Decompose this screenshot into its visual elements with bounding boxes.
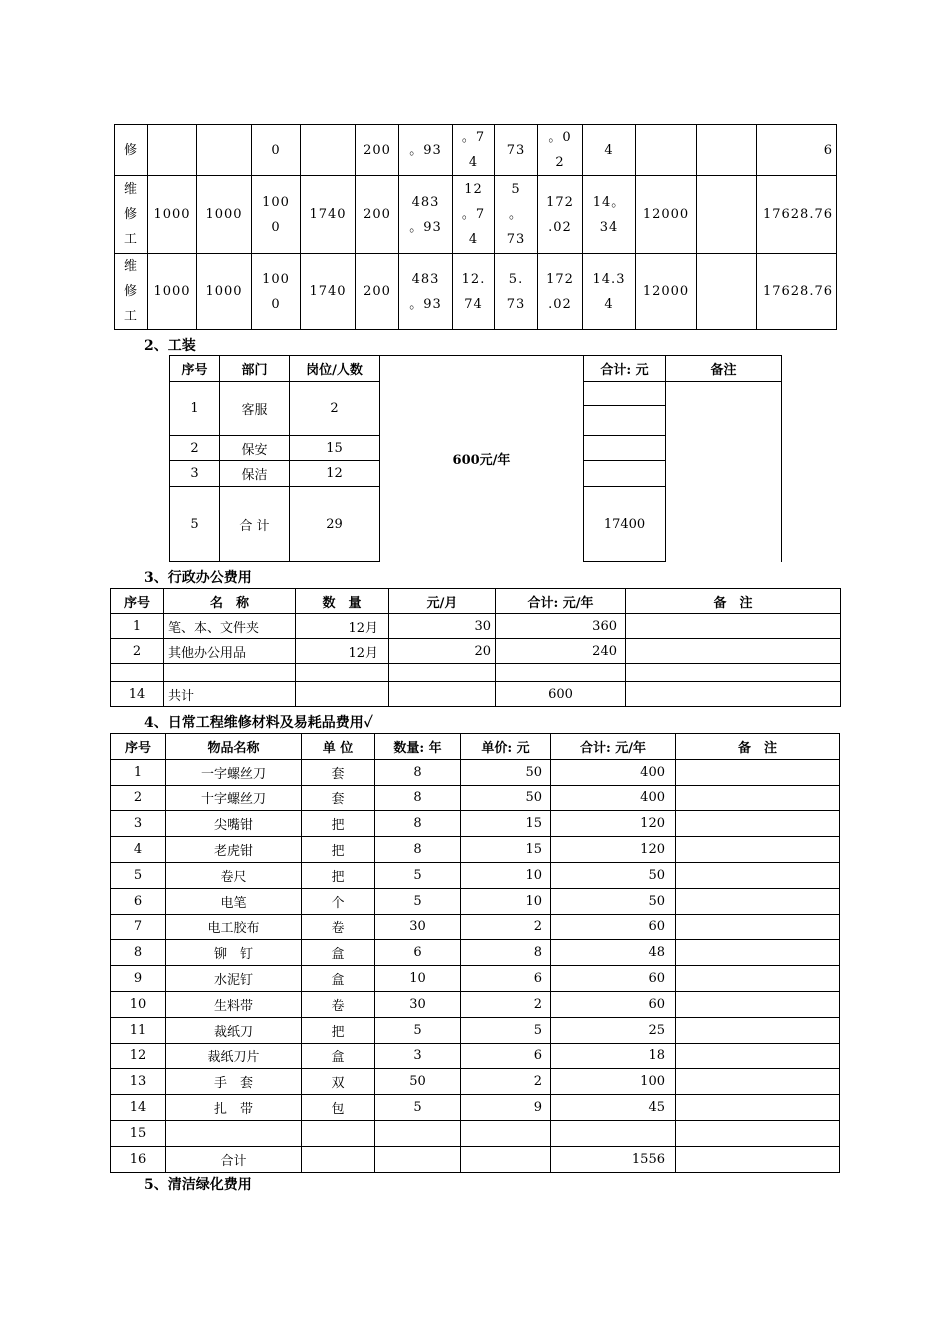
material-cell: 5 [375,888,461,914]
material-header-cell: 数量: 年 [375,734,461,760]
material-cell: 13 [111,1069,166,1095]
uniform-note-cell [666,382,782,562]
material-cell: 卷 [302,914,375,940]
material-cell [676,1146,840,1172]
staff-cell [697,125,757,176]
office-header-cell: 元/月 [389,589,496,614]
office-cell: 30 [389,614,496,639]
material-cell [676,1043,840,1069]
staff-cell: 1740 [301,176,356,254]
uniform-header-no: 序号 [170,356,220,382]
material-cell: 60 [551,914,676,940]
material-cell: 5 [375,862,461,888]
material-cell: 18 [551,1043,676,1069]
uniform-no: 1 [170,382,220,436]
material-cell: 30 [375,991,461,1017]
material-row [111,1146,840,1172]
material-cell: 8 [111,940,166,966]
material-cell: 5 [111,862,166,888]
material-cell: 8 [375,759,461,785]
material-cell: 45 [551,1095,676,1121]
office-cell: 240 [496,639,626,664]
material-cell: 50 [551,862,676,888]
uniform-dept: 保安 [220,436,290,461]
staff-cell: 172 .02 [538,254,583,330]
office-cell: 12月 [296,614,389,639]
material-cell [676,914,840,940]
material-row [111,811,840,837]
staff-cell [301,125,356,176]
material-cell: 8 [375,837,461,863]
staff-cell: 200 [356,125,399,176]
material-cell: 10 [461,888,551,914]
section-4-title: 4、日常工程维修材料及易耗品费用✓ [144,715,373,731]
material-cell: 个 [302,888,375,914]
staff-cell: 修 [115,125,148,176]
material-cell: 裁纸刀片 [166,1043,302,1069]
staff-cell: 5. 73 [495,254,538,330]
office-header-cell: 名 称 [164,589,296,614]
staff-cell: 1740 [301,254,356,330]
material-row [111,991,840,1017]
section-5-title: 5、清洁绿化费用 [144,1177,252,1193]
staff-cell: 17628.76 [757,176,837,254]
material-cell: 12 [111,1043,166,1069]
uniform-total-cell [584,461,666,487]
staff-cell: 维 修 工 [115,176,148,254]
material-cell: 套 [302,785,375,811]
material-cell: 120 [551,811,676,837]
material-cell: 3 [111,811,166,837]
uniform-count: 29 [290,487,380,562]
material-cell: 8 [461,940,551,966]
staff-cell: 5 。 73 [495,176,538,254]
material-cell: 生料带 [166,991,302,1017]
material-cell: 裁纸刀 [166,1017,302,1043]
office-cell: 14 [111,682,164,707]
material-header-cell: 单价: 元 [461,734,551,760]
material-cell: 6 [111,888,166,914]
office-cell: 20 [389,639,496,664]
material-cell: 把 [302,862,375,888]
material-cell: 7 [111,914,166,940]
material-cell [461,1120,551,1146]
office-cell: 共计 [164,682,296,707]
material-cell: 盒 [302,940,375,966]
material-cell [676,888,840,914]
office-cell: 12月 [296,639,389,664]
material-cell [375,1120,461,1146]
office-cell [626,682,841,707]
material-cell: 8 [375,785,461,811]
uniform-total-cell [584,382,666,406]
uniform-dept: 合 计 [220,487,290,562]
section-3-title: 3、行政办公费用 [144,570,252,586]
staff-cell: 0 [252,125,301,176]
office-cell: 2 [111,639,164,664]
material-cell [676,785,840,811]
material-cell: 50 [461,759,551,785]
material-cell: 5 [461,1017,551,1043]
material-cell: 铆 钉 [166,940,302,966]
staff-cell: 100 0 [252,254,301,330]
material-cell: 水泥钉 [166,966,302,992]
material-row [111,940,840,966]
material-cell: 卷尺 [166,862,302,888]
uniform-header-post: 岗位/人数 [290,356,380,382]
material-row [111,888,840,914]
office-cell: 其他办公用品 [164,639,296,664]
maintenance-material-table [110,733,840,1173]
office-header-cell: 合计: 元/年 [496,589,626,614]
material-cell [676,991,840,1017]
office-header-cell: 备 注 [626,589,841,614]
office-cell [626,614,841,639]
material-cell: 十字螺丝刀 [166,785,302,811]
material-cell [676,940,840,966]
office-cell [164,664,296,682]
material-cell: 合计 [166,1146,302,1172]
uniform-count: 2 [290,382,380,436]
staff-cell [636,125,697,176]
material-cell [676,862,840,888]
material-cell: 2 [111,785,166,811]
staff-cell: 12. 74 [453,254,495,330]
office-cell [296,664,389,682]
material-cell: 50 [375,1069,461,1095]
material-row [111,1069,840,1095]
office-cell: 1 [111,614,164,639]
material-cell: 10 [461,862,551,888]
office-cell [626,664,841,682]
material-row [111,1120,840,1146]
uniform-header-total: 合计: 元 [584,356,666,382]
staff-cell: 12 。7 4 [453,176,495,254]
material-cell: 50 [461,785,551,811]
material-cell: 4 [111,837,166,863]
material-cell: 30 [375,914,461,940]
material-row [111,785,840,811]
material-cell [375,1146,461,1172]
staff-cell: 维 修 工 [115,254,148,330]
staff-cell: 14.3 4 [583,254,636,330]
material-cell: 60 [551,991,676,1017]
staff-cell: 1000 [148,254,197,330]
material-cell: 卷 [302,991,375,1017]
uniform-price: 600元/年 [380,356,584,562]
material-cell: 一字螺丝刀 [166,759,302,785]
material-cell [676,1095,840,1121]
office-row [111,682,841,707]
office-cell [496,664,626,682]
material-cell [676,759,840,785]
material-cell: 60 [551,966,676,992]
material-cell: 电工胶布 [166,914,302,940]
material-cell: 套 [302,759,375,785]
uniform-count: 15 [290,436,380,461]
office-cell: 笔、本、文件夹 [164,614,296,639]
material-cell: 6 [461,1043,551,1069]
office-cell: 360 [496,614,626,639]
material-cell: 电笔 [166,888,302,914]
material-cell [676,1069,840,1095]
uniform-no: 5 [170,487,220,562]
material-cell: 120 [551,837,676,863]
staff-cell [148,125,197,176]
material-cell: 25 [551,1017,676,1043]
material-cell: 9 [461,1095,551,1121]
staff-cell: 100 0 [252,176,301,254]
material-cell: 48 [551,940,676,966]
office-row [111,664,841,682]
material-row [111,1095,840,1121]
material-cell: 2 [461,991,551,1017]
uniform-dept: 客服 [220,382,290,436]
material-row [111,1043,840,1069]
staff-cell: 6 [757,125,837,176]
material-cell [166,1120,302,1146]
uniform-header-note: 备注 [666,356,782,382]
material-cell [551,1120,676,1146]
material-cell: 50 [551,888,676,914]
office-cell [626,639,841,664]
material-cell: 包 [302,1095,375,1121]
staff-cell: 1000 [197,254,252,330]
material-cell [676,1017,840,1043]
staff-cell [197,125,252,176]
material-cell: 把 [302,1017,375,1043]
uniform-sum: 17400 [584,487,666,562]
material-cell: 6 [461,966,551,992]
staff-cell: 17628.76 [757,254,837,330]
uniform-count: 12 [290,461,380,487]
material-cell: 5 [375,1095,461,1121]
material-cell [676,1120,840,1146]
material-cell: 8 [375,811,461,837]
uniform-total-cell [584,406,666,436]
office-row [111,639,841,664]
material-row [111,1017,840,1043]
uniform-total-cell [584,436,666,461]
material-cell: 扎 带 [166,1095,302,1121]
material-cell: 盒 [302,1043,375,1069]
office-cell [389,664,496,682]
material-cell: 9 [111,966,166,992]
uniform-no: 2 [170,436,220,461]
material-cell: 把 [302,811,375,837]
uniform-no: 3 [170,461,220,487]
material-cell: 10 [375,966,461,992]
office-row [111,614,841,639]
staff-cell: 。7 4 [453,125,495,176]
material-cell: 2 [461,1069,551,1095]
material-cell [461,1146,551,1172]
office-cell [389,682,496,707]
material-cell: 2 [461,914,551,940]
section-2-title: 2、工装 [144,338,196,354]
staff-row [115,125,837,176]
material-cell: 6 [375,940,461,966]
material-cell: 100 [551,1069,676,1095]
staff-cell: 4 [583,125,636,176]
material-row [111,862,840,888]
material-row [111,837,840,863]
staff-row [115,254,837,330]
staff-cell: 。0 2 [538,125,583,176]
material-cell: 14 [111,1095,166,1121]
material-cell: 手 套 [166,1069,302,1095]
material-cell: 16 [111,1146,166,1172]
staff-cell: 12000 [636,176,697,254]
material-cell: 3 [375,1043,461,1069]
material-cell: 5 [375,1017,461,1043]
material-header-cell: 物品名称 [166,734,302,760]
material-cell [676,966,840,992]
material-row [111,966,840,992]
material-header-cell: 序号 [111,734,166,760]
material-cell: 尖嘴钳 [166,811,302,837]
material-cell: 双 [302,1069,375,1095]
material-cell: 15 [111,1120,166,1146]
material-cell [676,837,840,863]
material-cell: 10 [111,991,166,1017]
material-cell: 把 [302,837,375,863]
staff-cell: 172 .02 [538,176,583,254]
material-cell: 15 [461,837,551,863]
office-expense-table [110,588,841,707]
material-cell: 15 [461,811,551,837]
staff-cell: 73 [495,125,538,176]
staff-cost-table [114,124,837,330]
staff-cell: 1000 [148,176,197,254]
material-cell: 11 [111,1017,166,1043]
uniform-header-dept: 部门 [220,356,290,382]
material-cell: 400 [551,785,676,811]
uniform-table [169,355,782,562]
material-cell [676,811,840,837]
material-cell: 1 [111,759,166,785]
material-header-cell: 单 位 [302,734,375,760]
staff-cell: 483 。93 [399,176,453,254]
staff-cell [697,254,757,330]
material-header-cell: 备 注 [676,734,840,760]
staff-cell [697,176,757,254]
staff-cell: 200 [356,254,399,330]
material-cell: 老虎钳 [166,837,302,863]
staff-cell: 200 [356,176,399,254]
staff-row [115,176,837,254]
staff-cell: 。93 [399,125,453,176]
material-row [111,914,840,940]
material-cell: 1556 [551,1146,676,1172]
staff-cell: 12000 [636,254,697,330]
office-header-cell: 数 量 [296,589,389,614]
staff-cell: 483 。93 [399,254,453,330]
uniform-dept: 保洁 [220,461,290,487]
office-cell [111,664,164,682]
material-cell [302,1146,375,1172]
staff-cell: 14。 34 [583,176,636,254]
material-row [111,759,840,785]
office-header-cell: 序号 [111,589,164,614]
staff-cell: 1000 [197,176,252,254]
office-cell [296,682,389,707]
material-cell: 盒 [302,966,375,992]
material-header-cell: 合计: 元/年 [551,734,676,760]
material-cell [302,1120,375,1146]
material-cell: 400 [551,759,676,785]
office-cell: 600 [496,682,626,707]
